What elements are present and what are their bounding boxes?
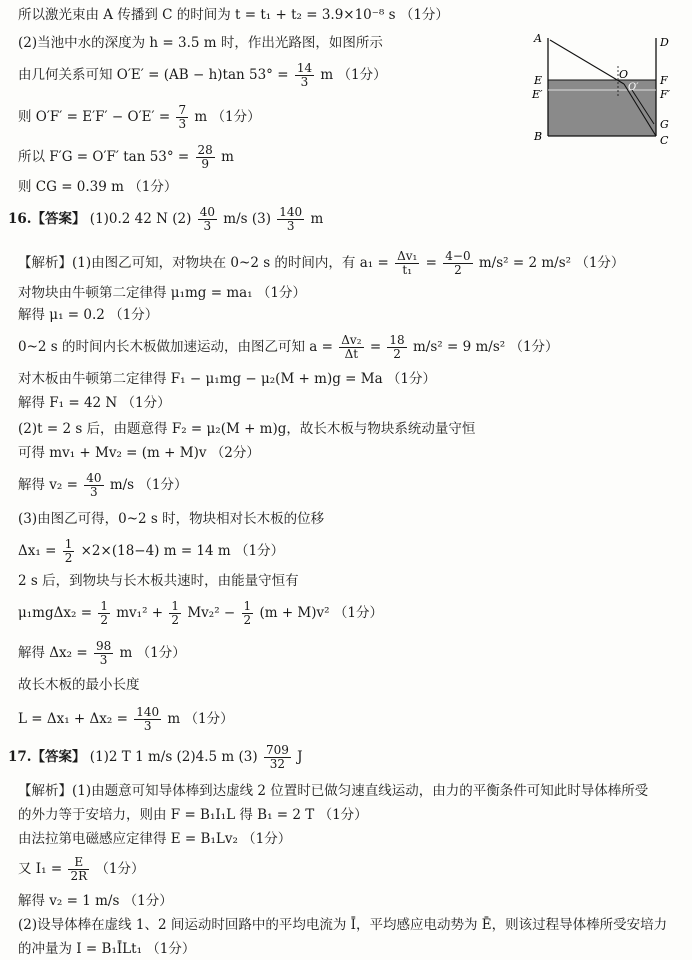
text-line-26: 的外力等于安培力，则由 F = B₁I₁L 得 B₁ = 2 T （1分） (18, 807, 368, 823)
q16-answer: 16.【答案】 (1)0.2 42 N (2) $\frac{40}{3}$ m/s (3) $\frac{140}{3}$ m (8, 205, 324, 233)
label-C: C (660, 134, 669, 147)
text-line-16: 解得 v₂ = $\frac{40}{3}$ m/s （1分） (18, 471, 188, 499)
fraction: $\frac{1}{2}$ (100, 599, 108, 627)
text-line-27: 由法拉第电磁感应定律得 E = B₁Lv₂ （1分） (18, 831, 292, 847)
text-line-28: 又 I₁ = $\frac{E}{2R}$ （1分） (18, 855, 145, 883)
fraction: $\frac{14}{3}$ (296, 61, 313, 89)
fraction: $\frac{40}{3}$ (86, 471, 102, 499)
fraction: $\frac{140}{3}$ (279, 205, 303, 233)
text-line-20: μ₁mgΔx₂ = $\frac{1}{2}$ mv₁² + $\frac{1}{2}$ Mv₂² − $\frac{1}{2}$ (m + M)v² （1分） (18, 599, 383, 627)
q17-answer: 17.【答案】 (1)2 T 1 m/s (2)4.5 m (3) $\frac{709}{32}$ J (8, 743, 303, 771)
text-line-13: 解得 F₁ = 42 N （1分） (18, 395, 171, 411)
text-line-11: 0~2 s 的时间内长木板做加速运动，由图乙可知 a = $\frac{\text{Δv₂}}{\Delta t}$ = $\frac{18}{2}$ m/s² = 9 m/s² （1分） (18, 333, 559, 361)
text-line-4: 则 O′F′ = E′F′ − O′E′ = $\frac{7}{3}$ m （1分） (18, 103, 261, 131)
text-line-18: Δx₁ = $\frac{1}{2}$ ×2×(18−4) m = 14 m （1分） (18, 537, 285, 565)
text-line-15: 可得 mv₁ + Mv₂ = (m + M)v （2分） (18, 445, 260, 461)
label-A: A (534, 32, 542, 45)
label-D: D (660, 36, 669, 49)
fraction: $\frac{40}{3}$ (199, 205, 215, 233)
text-line-30: (2)设导体棒在虚线 1、2 间运动时回路中的平均电流为 Ī，平均感应电动势为 Ē，则该过程导体棒所受安培力 (18, 917, 668, 933)
text-line-17: (3)由图乙可得，0~2 s 时，物块相对长木板的位移 (18, 511, 325, 527)
label-O2: O′ (628, 82, 639, 93)
label-O: O (619, 68, 629, 81)
text-line-10: 解得 μ₁ = 0.2 （1分） (18, 307, 159, 323)
text-line-31: 的冲量为 I = B₁ĪLt₁ （1分） (18, 941, 196, 957)
fraction: $\frac{98}{3}$ (95, 639, 112, 667)
optics-diagram (528, 28, 676, 148)
fraction: $\frac{18}{2}$ (389, 333, 405, 361)
text-line-3: 由几何关系可知 O′E′ = (AB − h)tan 53° = $\frac{14}{3}$ m （1分） (18, 61, 387, 89)
text-line-8: 【解析】(1)由图乙可知，对物块在 0~2 s 的时间内，有 a₁ = $\frac{\text{Δv₁}}{\text{t₁}}$ = $\frac{4-0}{2}$ m/s² = 2 m/s² （1分） (18, 249, 625, 277)
label-G: G (660, 118, 669, 131)
fraction: $\frac{\text{Δv₂}}{\Delta t}$ (341, 333, 362, 361)
fraction: $\frac{1}{2}$ (64, 537, 73, 565)
text-line-9: 对物块由牛顿第二定律得 μ₁mg = ma₁ （1分） (18, 285, 306, 301)
label-F: F (660, 74, 668, 87)
label-F2: F′ (660, 88, 671, 101)
text-line-5: 所以 F′G = O′F′ tan 53° = $\frac{28}{9}$ m (18, 143, 234, 171)
light-ray-incident (550, 40, 624, 84)
text-line-19: 2 s 后，到物块与长木板共速时，由能量守恒有 (18, 573, 299, 589)
text-line-25: 【解析】(1)由题意可知导体棒到达虚线 2 位置时已做匀速直线运动，由力的平衡条件可知此时导体棒所受 (18, 783, 649, 799)
label-B: B (534, 130, 543, 143)
fraction: $\frac{1}{2}$ (171, 599, 180, 627)
text-line-2: (2)当池中水的深度为 h = 3.5 m 时，作出光路图，如图所示 (18, 35, 383, 51)
text-line-29: 解得 v₂ = 1 m/s （1分） (18, 893, 173, 909)
fraction: $\frac{4-0}{2}$ (445, 249, 471, 277)
water-region (548, 80, 656, 136)
fraction: $\frac{709}{32}$ (265, 743, 289, 771)
fraction: $\frac{7}{3}$ (178, 103, 187, 131)
fraction: $\frac{E}{2R}$ (70, 855, 88, 883)
label-E: E (534, 74, 543, 87)
text-line-12: 对木板由牛顿第二定律得 F₁ − μ₁mg − μ₂(M + m)g = Ma （1分） (18, 371, 437, 387)
label-E2: E′ (532, 88, 543, 101)
fraction: $\frac{28}{9}$ (197, 143, 213, 171)
fraction: $\frac{140}{3}$ (136, 705, 160, 733)
fraction: $\frac{\text{Δv₁}}{\text{t₁}}$ (397, 249, 418, 277)
text-line-22: 故长木板的最小长度 (18, 677, 140, 693)
text-line-1: 所以激光束由 A 传播到 C 的时间为 t = t₁ + t₂ = 3.9×10⁻⁸ s （1分） (18, 7, 449, 23)
fraction: $\frac{1}{2}$ (243, 599, 252, 627)
text-line-14: (2)t = 2 s 后，由题意得 F₂ = μ₂(M + m)g，故长木板与物块系统动量守恒 (18, 421, 476, 437)
text-line-23: L = Δx₁ + Δx₂ = $\frac{140}{3}$ m （1分） (18, 705, 234, 733)
text-line-6: 则 CG = 0.39 m （1分） (18, 179, 178, 195)
text-line-21: 解得 Δx₂ = $\frac{98}{3}$ m （1分） (18, 639, 186, 667)
